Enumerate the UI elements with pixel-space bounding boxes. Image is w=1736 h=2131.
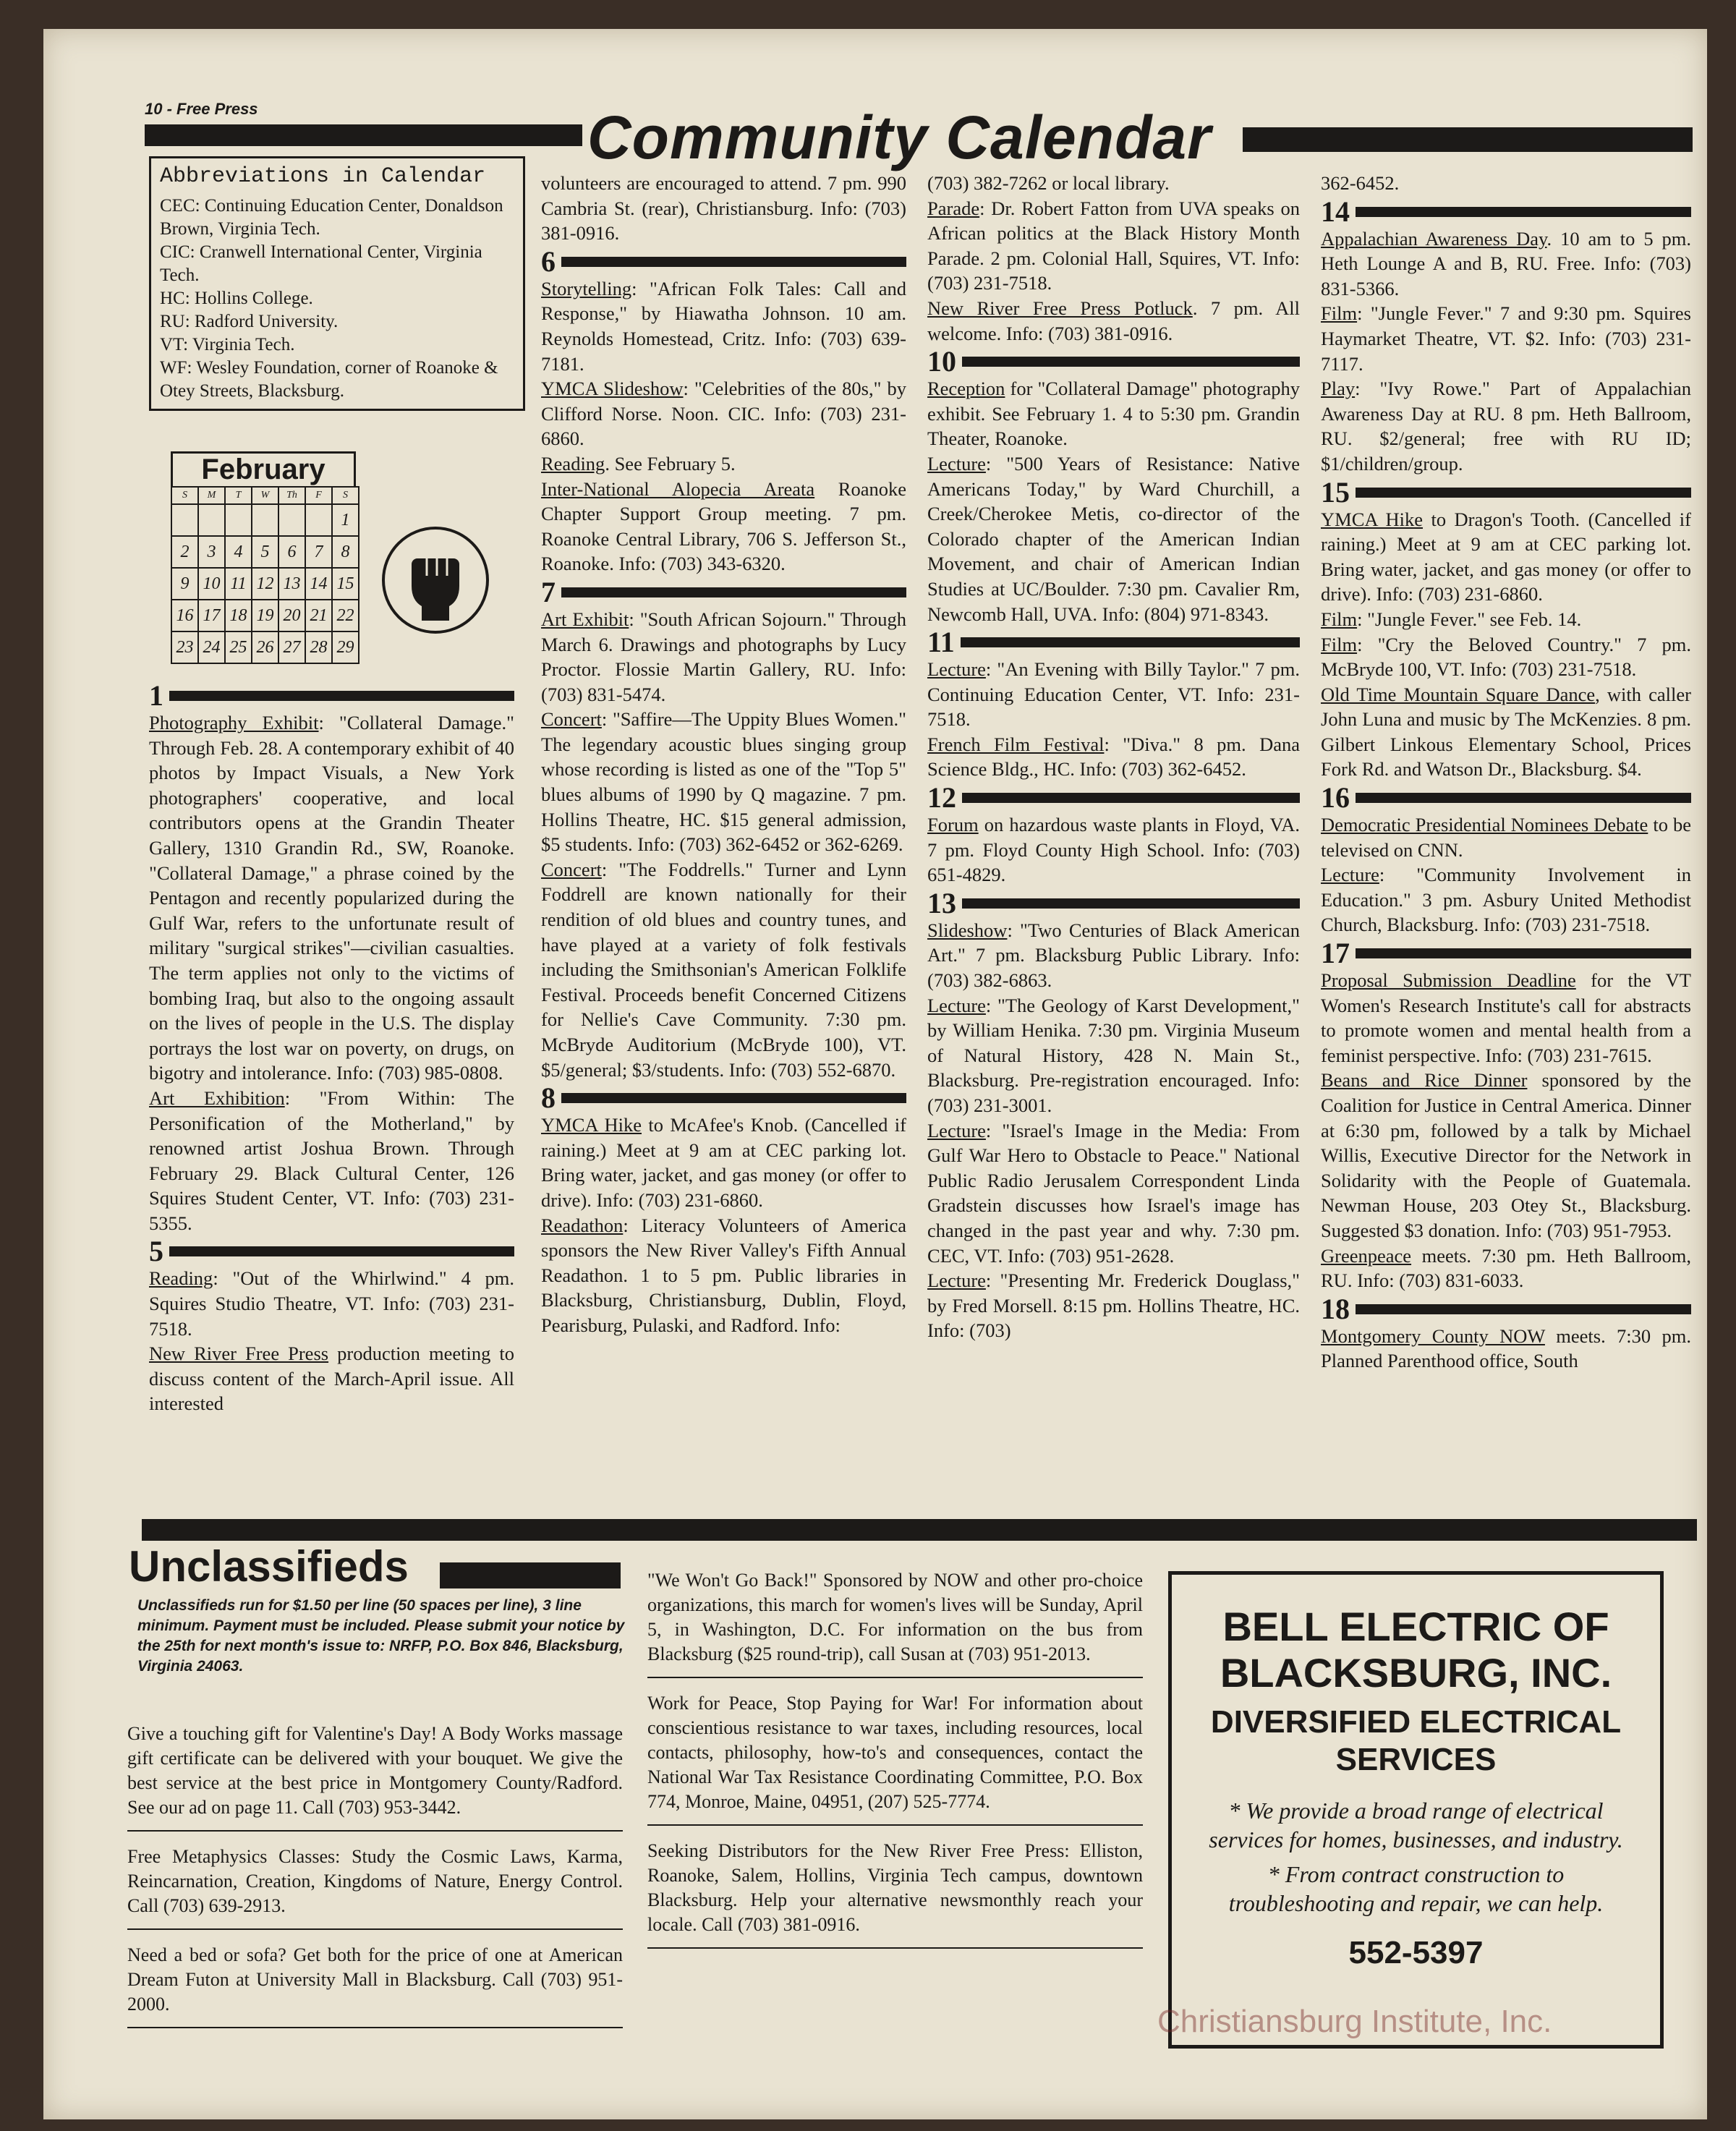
event-details: for the VT Women's Research Institute's call for abstracts to promote women and mental health from a feminist perspective. Info: (703) 231-7615.: [1321, 969, 1691, 1066]
calendar-event: [1321, 968, 1691, 1068]
calendar-event: [541, 1113, 906, 1212]
event-name: Proposal Submission Deadline: [1321, 969, 1576, 992]
calendar-day: 7: [305, 536, 332, 568]
calendar-week: [171, 536, 359, 568]
unclassifieds-middle-column: [647, 1568, 1143, 1962]
event-name: Concert: [541, 708, 602, 731]
day-number: 1: [149, 680, 163, 712]
day-rule: [561, 587, 906, 597]
day-number: 7: [541, 575, 556, 608]
event-name: Reading: [541, 452, 605, 475]
calendar-event: [1321, 812, 1691, 862]
day-number: 10: [927, 345, 956, 378]
event-details: . See February 5.: [605, 452, 736, 475]
calendar-event: [1321, 862, 1691, 937]
abbreviation-item: HC: Hollins College.: [160, 289, 313, 308]
event-details: : "The Geology of Karst Development," by William Henika. 7:30 pm. Virginia Museum of Natural History, 428 N. Main St., Blacksburg. Pre-registration encouraged. Info: (703) 231-3001.: [927, 994, 1300, 1116]
event-details: : "Cry the Beloved Country." 7 pm. McBryde 100, VT. Info: (703) 231-7518.: [1321, 633, 1691, 681]
calendar-day: [225, 504, 252, 536]
day-heading: [927, 886, 1300, 919]
event-details: : "An Evening with Billy Taylor." 7 pm. Continuing Education Center, VT. Info: 231-7518.: [927, 658, 1300, 731]
day-heading: [541, 575, 906, 608]
event-details: : "Two Centuries of Black American Art." 7 pm. Blacksburg Public Library. Info: (703) 382-6863.: [927, 919, 1300, 992]
day-number: 16: [1321, 781, 1350, 814]
calendar-weekday: W: [252, 487, 278, 504]
calendar-event: [149, 1086, 514, 1236]
calendar-event: [927, 376, 1300, 451]
calendar-event: [149, 1341, 514, 1416]
calendar-event: [1321, 301, 1691, 376]
unclassified-ad: "We Won't Go Back!" Sponsored by NOW and other pro-choice organizations, this march for women's lives will be Sunday, April 5, in Washington, D.C. For information on the bus from Blacksburg ($25 round-trip), call Susan at (703) 951-2013.: [647, 1568, 1143, 1678]
calendar-week: [171, 631, 359, 663]
event-details: : "Out of the Whirlwind." 4 pm. Squires Studio Theatre, VT. Info: (703) 231-7518.: [149, 1267, 514, 1340]
calendar-day: 25: [225, 631, 252, 663]
calendar-event: [927, 451, 1300, 626]
calendar-day: [278, 504, 305, 536]
event-name: Film: [1321, 633, 1358, 655]
event-details: to be televised on CNN.: [1321, 814, 1691, 861]
event-name: Parade: [927, 197, 980, 219]
calendar-event: [541, 707, 906, 857]
day-rule: [1356, 948, 1691, 958]
calendar-event: [1321, 226, 1691, 302]
day-rule: [961, 637, 1300, 647]
calendar-day: 15: [332, 568, 359, 600]
calendar-event: [541, 1213, 906, 1338]
event-details: : "Saffire—The Uppity Blues Women." The legendary acoustic blues singing group whose recording is listed as one of the "Top 5" blues albums of 1990 by Q magazine. 7 pm. Hollins Theatre, HC. $15 general admission, $5 students. Info: (703) 362-6452 or 362-6269.: [541, 708, 906, 856]
calendar-column-3: [927, 171, 1300, 1516]
event-name: Concert: [541, 858, 602, 880]
day-heading: [927, 347, 1300, 376]
header-rule-left: [145, 124, 582, 146]
day-heading: [927, 783, 1300, 812]
calendar-event: [1321, 682, 1691, 782]
event-name: Inter-National Alopecia Areata: [541, 477, 815, 500]
day-heading: [149, 1237, 514, 1266]
calendar-weekday: F: [305, 487, 332, 504]
abbreviation-item: RU: Radford University.: [160, 312, 339, 331]
event-details: meets. 7:30 pm. Planned Parenthood office, South: [1321, 1324, 1691, 1372]
watermark: Christiansburg Institute, Inc.: [1157, 2004, 1552, 2039]
calendar-event: [1321, 171, 1691, 196]
event-name: Lecture: [927, 1119, 986, 1141]
calendar-day: [171, 504, 198, 536]
calendar-event: [541, 451, 906, 477]
unclassified-ad: Give a touching gift for Valentine's Day! A Body Works massage gift certificate can be delivered with your bouquet. We give the best service at the best price in Montgomery County/Radford. See our ad on page 11. Call (703) 953-3442.: [127, 1722, 623, 1832]
unclassified-ad: Need a bed or sofa? Get both for the price of one at American Dream Futon at University Mall in Blacksburg. Call (703) 951-2000.: [127, 1943, 623, 2028]
abbreviations-box: [149, 156, 525, 411]
event-details: : Dr. Robert Fatton from UVA speaks on African politics at the Black History Month Parade. 2 pm. Colonial Hall, Squires, VT. Info: (703) 231-7518.: [927, 197, 1300, 294]
calendar-event: [927, 657, 1300, 732]
event-name: Lecture: [927, 994, 986, 1016]
event-details: : Literacy Volunteers of America sponsors the New River Valley's Fifth Annual Readathon. 1 to 5 pm. Public libraries in Blacksburg, Christiansburg, Dublin, Floyd, Pearisburg, Pulaski, and Radford. Info:: [541, 1214, 906, 1336]
abbreviation-item: VT: Virginia Tech.: [160, 335, 295, 354]
day-number: 18: [1321, 1292, 1350, 1325]
unclassifieds-left-column: [127, 1722, 623, 2041]
ad-company-name: BELL ELECTRIC OF BLACKSBURG, INC.: [1220, 1604, 1612, 1696]
event-details: : "The Foddrells." Turner and Lynn Foddrell are known nationally for their rendition of old blues and country tunes, and have played at a variety of folk festivals including the Smithsonian's American Folklife Festival. Proceeds benefit Concerned Citizens for Nellie's Cave Community. 7:30 pm. McBryde Auditorium (McBryde 100), VT. $5/general; $3/students. Info: (703) 552-6870.: [541, 858, 906, 1081]
event-details: . 7 pm. All welcome. Info: (703) 381-0916.: [927, 297, 1300, 344]
event-name: Lecture: [927, 452, 986, 475]
calendar-day: 20: [278, 600, 305, 631]
day-heading: [541, 244, 906, 278]
event-details: : "Diva." 8 pm. Dana Science Bldg., HC. Info: (703) 362-6452.: [927, 733, 1300, 780]
day-heading: [1321, 1292, 1691, 1325]
calendar-day: 23: [171, 631, 198, 663]
unclassifieds-rule: [440, 1562, 621, 1588]
calendar-day: 8: [332, 536, 359, 568]
day-number: 13: [927, 886, 956, 919]
calendar-day: [252, 504, 278, 536]
event-name: New River Free Press: [149, 1343, 329, 1365]
calendar-day: 22: [332, 600, 359, 631]
event-details: volunteers are encouraged to attend. 7 pm. 990 Cambria St. (rear), Christiansburg. Info: (703) 381-0916.: [541, 172, 906, 244]
abbreviation-item: CIC: Cranwell International Center, Virginia Tech.: [160, 242, 482, 285]
event-name: Art Exhibition: [149, 1086, 285, 1109]
event-name: Forum: [927, 814, 979, 836]
calendar-day: 5: [252, 536, 278, 568]
event-name: Lecture: [1321, 864, 1379, 886]
calendar-column-1: [149, 680, 514, 1515]
event-name: Storytelling: [541, 277, 632, 299]
event-name: Appalachian Awareness Day: [1321, 227, 1547, 250]
calendar-week: [171, 504, 359, 536]
calendar-event: [927, 812, 1300, 888]
february-calendar: [171, 451, 366, 664]
calendar-column-4: [1321, 171, 1691, 1516]
calendar-month: February: [171, 451, 356, 486]
event-name: YMCA Hike: [1321, 508, 1424, 530]
event-name: Photography Exhibit: [149, 712, 319, 733]
event-details: to Dragon's Tooth. (Cancelled if raining.) Meet at 9 am at CEC parking lot. Bring water, jacket, and gas money (or offer to drive). Info: (703) 231-6860.: [1321, 508, 1691, 605]
day-rule: [1356, 207, 1691, 217]
calendar-event: [927, 1118, 1300, 1269]
calendar-week: [171, 600, 359, 631]
unclassified-ad: Free Metaphysics Classes: Study the Cosmic Laws, Karma, Reincarnation, Creation, Kingdoms of Nature, Energy Control. Call (703) 639-2913.: [127, 1845, 623, 1930]
calendar-event: [927, 171, 1300, 196]
day-rule: [1356, 488, 1691, 498]
calendar-event: [541, 857, 906, 1082]
event-details: production meeting to discuss content of the March-April issue. All interested: [149, 1343, 514, 1415]
calendar-weekday: T: [225, 487, 252, 504]
event-details: sponsored by the Coalition for Justice in Central America. Dinner at 6:30 pm, followed by a talk by Michael Willis, Executive Director for the Network in Solidarity with the People of Guatemala. Newman House, 203 Otey St., Blacksburg. Suggested $3 donation. Info: (703) 951-7953.: [1321, 1069, 1691, 1241]
event-name: Film: [1321, 302, 1358, 325]
calendar-event: [927, 1268, 1300, 1343]
event-details: : "Presenting Mr. Frederick Douglass," by Fred Morsell. 8:15 pm. Hollins Theatre, HC. Info: (703): [927, 1269, 1300, 1342]
calendar-day: 28: [305, 631, 332, 663]
event-name: Greenpeace: [1321, 1244, 1412, 1267]
day-rule: [169, 1246, 514, 1256]
event-name: Old Time Mountain Square Dance: [1321, 683, 1596, 705]
calendar-event: [149, 710, 514, 1086]
calendar-event: [1321, 632, 1691, 682]
calendar-event: [541, 276, 906, 376]
event-name: Art Exhibit: [541, 608, 629, 630]
calendar-day: 14: [305, 568, 332, 600]
calendar-day: 13: [278, 568, 305, 600]
day-heading: [541, 1081, 906, 1115]
raised-fist-icon: [382, 527, 489, 634]
calendar-event: [1321, 376, 1691, 476]
day-rule: [962, 793, 1300, 803]
calendar-weekday: M: [198, 487, 225, 504]
calendar-day: 18: [225, 600, 252, 631]
event-name: YMCA Hike: [541, 1114, 642, 1136]
event-details: to McAfee's Knob. (Cancelled if raining.) Meet at 9 am at CEC parking lot. Bring water, jacket, and gas money (or offer to drive). Info: (703) 231-6860.: [541, 1114, 906, 1211]
calendar-day: 10: [198, 568, 225, 600]
day-rule: [962, 898, 1300, 909]
day-heading: [1321, 939, 1691, 968]
event-name: Slideshow: [927, 919, 1008, 941]
calendar-day: 26: [252, 631, 278, 663]
abbreviation-item: CEC: Continuing Education Center, Donaldson Brown, Virginia Tech.: [160, 196, 503, 239]
event-name: YMCA Slideshow: [541, 378, 684, 400]
calendar-day: 17: [198, 600, 225, 631]
calendar-day: 9: [171, 568, 198, 600]
event-name: Democratic Presidential Nominees Debate: [1321, 814, 1648, 836]
event-name: Readathon: [541, 1214, 624, 1236]
ad-subtitle: DIVERSIFIED ELECTRICAL SERVICES: [1210, 1704, 1622, 1777]
calendar-weekday-row: [171, 487, 359, 504]
calendar-weekday: Th: [278, 487, 305, 504]
event-name: Montgomery County NOW: [1321, 1324, 1545, 1347]
calendar-event: [541, 171, 906, 246]
event-name: Beans and Rice Dinner: [1321, 1069, 1528, 1092]
day-rule: [169, 691, 514, 701]
event-details: : "500 Years of Resistance: Native Americans Today," by Ward Churchill, a Creek/Cherokee Metis, co-director of the Colorado chapter of the American Indian Movement, and chair of American Indian Studies at UC/Boulder. 7:30 pm. Cavalier Rm, Newcomb Hall, UVA. Info: (804) 971-8343.: [927, 452, 1300, 625]
calendar-day: 11: [225, 568, 252, 600]
day-rule: [561, 1093, 906, 1103]
calendar-event: [927, 732, 1300, 782]
calendar-day: 4: [225, 536, 252, 568]
day-number: 6: [541, 244, 556, 278]
calendar-event: [149, 1266, 514, 1341]
day-number: 17: [1321, 937, 1350, 970]
event-details: Roanoke Chapter Support Group meeting. 7 pm. Roanoke Central Library, 706 S. Jefferson St., Roanoke. Info: (703) 343-6320.: [541, 477, 906, 575]
unclassified-ad: Work for Peace, Stop Paying for War! For information about conscientious resistance to war taxes, including resources, local contacts, philosophy, how-to's and consequences, contact the National War Tax Resistance Coordinating Committee, P.O. Box 774, Monroe, Maine, 04951, (207) 525-7774.: [647, 1691, 1143, 1826]
page-title: Community Calendar: [587, 103, 1212, 171]
unclassifieds-title: Unclassifieds: [129, 1542, 409, 1591]
calendar-day: 3: [198, 536, 225, 568]
event-details: : "Celebrities of the 80s," by Clifford Norse. Noon. CIC. Info: (703) 231-6860.: [541, 378, 906, 450]
calendar-event: [927, 196, 1300, 296]
calendar-day: [305, 504, 332, 536]
event-details: : "From Within: The Personification of the Motherland," by renowned artist Joshua Brown. Through February 29. Black Cultural Center, 126 Squires Student Center, VT. Info: (703) 231-5355.: [149, 1086, 514, 1234]
calendar-day: 12: [252, 568, 278, 600]
event-details: : "Jungle Fever." see Feb. 14.: [1357, 608, 1582, 630]
day-heading: [1321, 197, 1691, 226]
event-details: : "African Folk Tales: Call and Response," by Hiawatha Johnson. 10 am. Reynolds Homestead, Critz. Info: (703) 639-7181.: [541, 277, 906, 375]
abbreviations-heading: Abbreviations in Calendar: [160, 164, 486, 189]
event-name: New River Free Press Potluck: [927, 297, 1193, 319]
event-details: : "Ivy Rowe." Part of Appalachian Awareness Day at RU. 8 pm. Heth Ballroom, RU. $2/general; free with RU ID; $1/children/group.: [1321, 378, 1691, 475]
calendar-day: [198, 504, 225, 536]
day-rule: [1356, 1304, 1691, 1314]
calendar-day: 29: [332, 631, 359, 663]
calendar-event: [927, 918, 1300, 993]
day-number: 15: [1321, 475, 1350, 509]
section-divider: [142, 1519, 1697, 1541]
event-details: (703) 382-7262 or local library.: [927, 172, 1170, 194]
event-details: , with caller John Luna and music by The McKenzies. 8 pm. Gilbert Linkous Elementary School, Prices Fork Rd. and Watson Dr., Blacksburg. $4.: [1321, 683, 1691, 780]
unclassified-ad: Seeking Distributors for the New River Free Press: Elliston, Roanoke, Salem, Hollins, Virginia Tech campus, downtown Blacksburg. Help your alternative newsmonthly reach your locale. Call (703) 381-0916.: [647, 1839, 1143, 1949]
day-rule: [962, 357, 1300, 367]
calendar-weekday: S: [332, 487, 359, 504]
event-details: . 10 am to 5 pm. Heth Lounge A and B, RU. Free. Info: (703) 831-5366.: [1321, 227, 1691, 299]
calendar-weekday: S: [171, 487, 198, 504]
event-name: Lecture: [927, 1269, 986, 1292]
day-heading: [927, 628, 1300, 657]
day-heading: [1321, 475, 1691, 509]
event-name: Lecture: [927, 658, 986, 681]
event-details: : "South African Sojourn." Through March 6. Drawings and photographs by Lucy Proctor. Flossie Martin Gallery, RU. Info: (703) 831-5474.: [541, 608, 906, 705]
calendar-day: 16: [171, 600, 198, 631]
calendar-day: 19: [252, 600, 278, 631]
page-folio: 10 - Free Press: [145, 100, 258, 118]
event-name: Play: [1321, 378, 1356, 400]
day-number: 14: [1321, 195, 1350, 228]
event-details: meets. 7:30 pm. Heth Ballroom, RU. Info: (703) 831-6033.: [1321, 1244, 1691, 1292]
calendar-day: 2: [171, 536, 198, 568]
calendar-day: 24: [198, 631, 225, 663]
calendar-event: [1321, 507, 1691, 607]
day-number: 5: [149, 1235, 163, 1268]
calendar-event: [541, 607, 906, 707]
day-rule: [561, 257, 906, 267]
calendar-week: [171, 568, 359, 600]
calendar-day: 21: [305, 600, 332, 631]
event-details: for "Collateral Damage" photography exhibit. See February 1. 4 to 5:30 pm. Grandin Theater, Roanoke.: [927, 378, 1300, 450]
calendar-day: 27: [278, 631, 305, 663]
abbreviation-item: WF: Wesley Foundation, corner of Roanoke & Otey Streets, Blacksburg.: [160, 358, 498, 401]
calendar-day: 6: [278, 536, 305, 568]
event-details: : "Community Involvement in Education." 3 pm. Asbury United Methodist Church, Blacksburg. Info: (703) 231-7518.: [1321, 864, 1691, 936]
day-number: 8: [541, 1081, 556, 1115]
day-heading: [1321, 783, 1691, 812]
event-name: Film: [1321, 608, 1358, 630]
ad-phone: 552-5397: [1348, 1935, 1484, 1970]
calendar-event: [1321, 1243, 1691, 1293]
calendar-event: [1321, 607, 1691, 632]
event-name: Reception: [927, 378, 1005, 400]
ad-line-1: * We provide a broad range of electrical services for homes, businesses, and industry.: [1209, 1798, 1623, 1853]
calendar-day: 1: [332, 504, 359, 536]
event-name: Reading: [149, 1267, 213, 1290]
event-details: : "Collateral Damage." Through Feb. 28. A contemporary exhibit of 40 photos by Impact Visuals, a New York photographers' cooperative, and local contributors opens at the Grandin Theater Gallery, 1310 Grandin Rd., SW, Roanoke. "Collateral Damage," a phrase coined by the Pentagon and recently popularized during the Gulf War, refers to the unfortunate result of military "surgical strikes"—civilian casualties. The term applies not only to the victims of bombing Iraq, but also to the ongoing assault on the lives of people in the U.S. The display portrays the lost war on poverty, on drugs, on bigotry and intolerance. Info: (703) 985-0808.: [149, 712, 514, 1084]
day-number: 11: [927, 626, 955, 659]
unclassifieds-note: Unclassifieds run for $1.50 per line (50 spaces per line), 3 line minimum. Payment must be included. Please submit your notice by the 25th for next month's issue to: NRFP, P.O. Box 846, Blacksburg, Virginia 24063.: [137, 1597, 625, 1675]
event-details: : "Jungle Fever." 7 and 9:30 pm. Squires Haymarket Theatre, VT. $2. Info: (703) 231-7117.: [1321, 302, 1691, 375]
bell-electric-ad: [1168, 1571, 1664, 2049]
calendar-event: [541, 477, 906, 577]
calendar-column-2: [541, 171, 906, 1516]
header-rule-right: [1243, 127, 1693, 152]
calendar-event: [1321, 1068, 1691, 1243]
day-number: 12: [927, 781, 956, 814]
event-details: on hazardous waste plants in Floyd, VA. 7 pm. Floyd County High School. Info: (703) 651-4829.: [927, 814, 1300, 886]
calendar-event: [927, 296, 1300, 346]
event-name: French Film Festival: [927, 733, 1105, 755]
event-details: 362-6452.: [1321, 172, 1400, 194]
calendar-event: [927, 993, 1300, 1118]
ad-line-2: * From contract construction to troubleshooting and repair, we can help.: [1228, 1861, 1604, 1916]
calendar-event: [541, 376, 906, 451]
event-details: : "Israel's Image in the Media: From Gulf War Hero to Obstacle to Peace." National Public Radio Jerusalem Correspondent Linda Gradstein discusses how Israel's image has changed in the past year and why. 7:30 pm. CEC, VT. Info: (703) 951-2628.: [927, 1119, 1300, 1267]
day-rule: [1356, 793, 1691, 803]
calendar-event: [1321, 1324, 1691, 1374]
day-heading: [149, 681, 514, 710]
